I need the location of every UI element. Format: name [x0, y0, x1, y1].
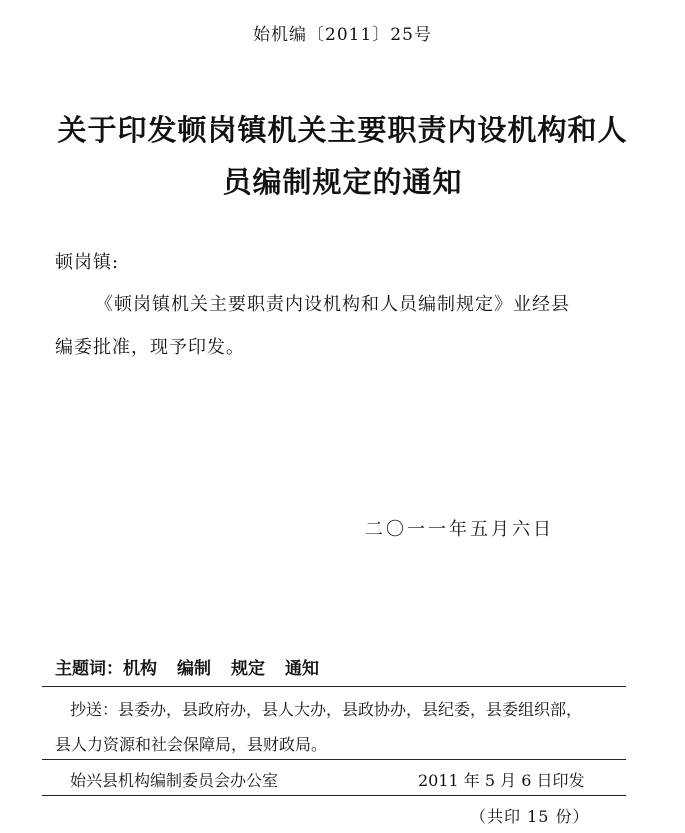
- keywords-row: [55, 654, 319, 679]
- document-title-line-1: 关于印发顿岗镇机关主要职责内设机构和人: [57, 113, 628, 147]
- document-title-line-2: 员编制规定的通知: [222, 165, 463, 199]
- body-paragraph-line-1: 《顿岗镇机关主要职责内设机构和人员编制规定》业经县: [95, 294, 570, 315]
- cc-recipients-line-1: 抄送：县委办，县政府办，县人大办，县政协办，县纪委，县委组织部，: [70, 700, 583, 719]
- keywords-label: 主题词：: [55, 659, 123, 679]
- copies-count: （共印 15 份）: [470, 807, 590, 826]
- keyword: 规定: [231, 659, 265, 679]
- issue-date: 2011 年 5 月 6 日印发: [418, 771, 585, 790]
- signature-date: 二〇一一年五月六日: [365, 519, 554, 540]
- document-number: 始机编〔2011〕25号: [253, 25, 432, 45]
- keyword: 机构: [123, 659, 157, 679]
- cc-recipients-line-2: 县人力资源和社会保障局，县财政局。: [55, 735, 328, 754]
- body-paragraph-line-2: 编委批准，现予印发。: [55, 337, 245, 358]
- addressee: 顿岗镇:: [55, 252, 120, 273]
- keyword: 编制: [177, 659, 211, 679]
- divider: [42, 795, 626, 796]
- divider: [42, 759, 626, 760]
- divider: [42, 686, 626, 687]
- issuing-office: 始兴县机构编制委员会办公室: [70, 771, 279, 790]
- keyword: 通知: [285, 659, 319, 679]
